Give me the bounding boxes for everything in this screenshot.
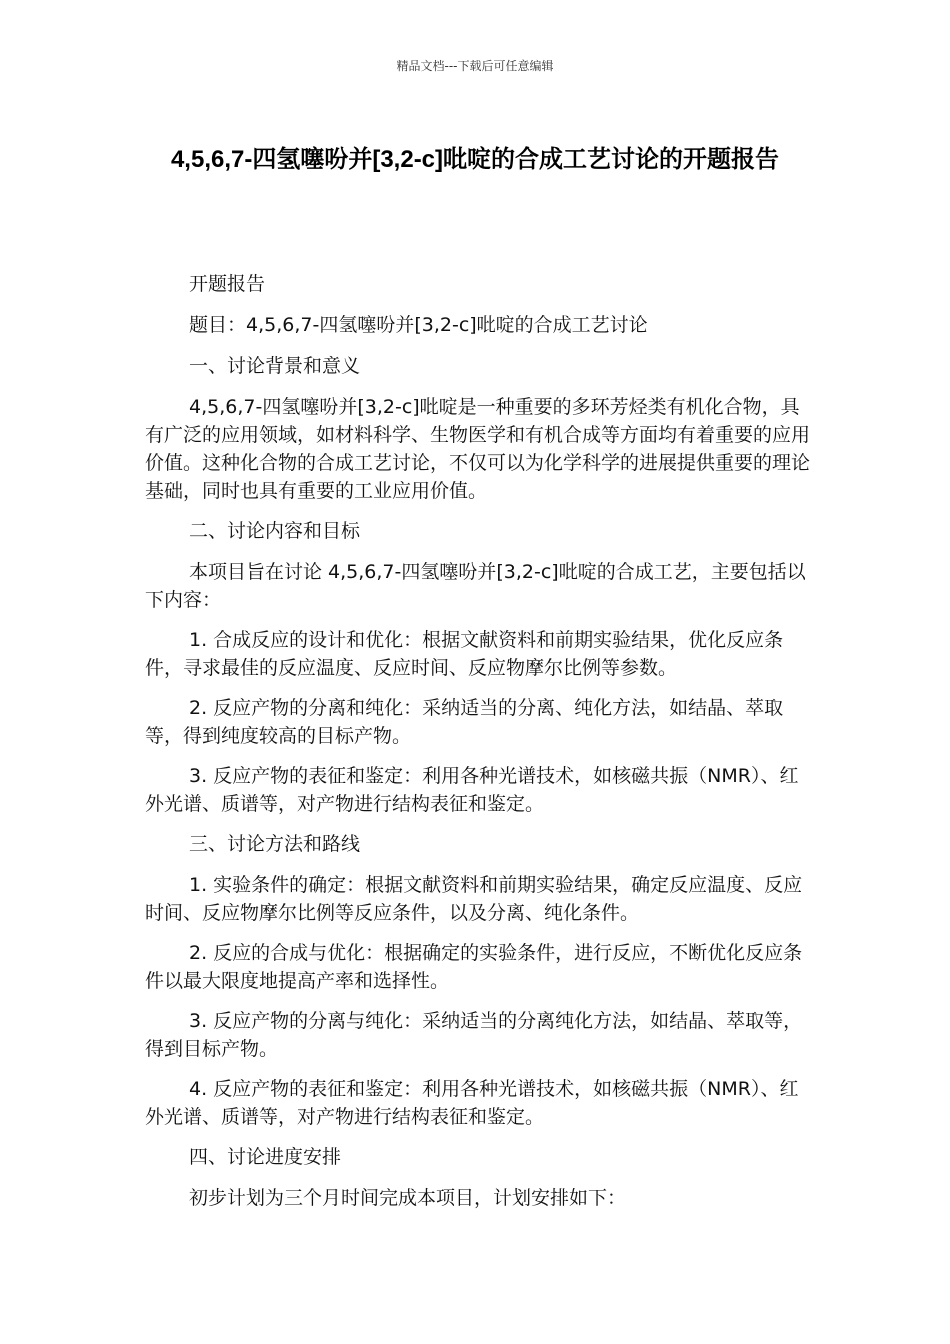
list-item: 1. 合成反应的设计和优化：根据文献资料和前期实验结果，优化反应条件，寻求最佳的反应温度、反应时间、反应物摩尔比例等参数。 bbox=[145, 629, 784, 679]
section-heading: 三、讨论方法和路线 bbox=[189, 833, 361, 855]
section-heading: 二、讨论内容和目标 bbox=[189, 520, 361, 542]
list-item: 2. 反应产物的分离和纯化：采纳适当的分离、纯化方法，如结晶、萃取等，得到纯度较高的目标产物。 bbox=[145, 697, 784, 747]
document-title: 4,5,6,7-四氢噻吩并[3,2-c]吡啶的合成工艺讨论的开题报告 bbox=[170, 146, 780, 173]
topic-line: 题目：4,5,6,7-四氢噻吩并[3,2-c]吡啶的合成工艺讨论 bbox=[189, 314, 648, 336]
list-item: 2. 反应的合成与优化：根据确定的实验条件，进行反应，不断优化反应条件以最大限度地提高产率和选择性。 bbox=[145, 942, 803, 992]
paragraph: 4,5,6,7-四氢噻吩并[3,2-c]吡啶是一种重要的多环芳烃类有机化合物，具有广泛的应用领域，如材料科学、生物医学和有机合成等方面均有着重要的应用价值。这种化合物的合成工艺讨论，不仅可以为化学科学的进展提供重要的理论基础，同时也具有重要的工业应用价值。 bbox=[145, 396, 811, 502]
section-label: 开题报告 bbox=[189, 273, 266, 295]
paragraph: 初步计划为三个月时间完成本项目，计划安排如下： bbox=[189, 1187, 627, 1209]
document-body bbox=[145, 270, 810, 1224]
paragraph: 本项目旨在讨论 4,5,6,7-四氢噻吩并[3,2-c]吡啶的合成工艺，主要包括以下内容： bbox=[145, 561, 806, 611]
page-header: 精品文档---下载后可任意编辑 bbox=[396, 59, 554, 73]
section-heading: 一、讨论背景和意义 bbox=[189, 355, 361, 377]
list-item: 4. 反应产物的表征和鉴定：利用各种光谱技术，如核磁共振（NMR）、红外光谱、质谱等，对产物进行结构表征和鉴定。 bbox=[145, 1078, 799, 1128]
list-item: 3. 反应产物的表征和鉴定：利用各种光谱技术，如核磁共振（NMR）、红外光谱、质谱等，对产物进行结构表征和鉴定。 bbox=[145, 765, 799, 815]
list-item: 3. 反应产物的分离与纯化：采纳适当的分离纯化方法，如结晶、萃取等，得到目标产物。 bbox=[145, 1010, 803, 1060]
list-item: 1. 实验条件的确定：根据文献资料和前期实验结果，确定反应温度、反应时间、反应物摩尔比例等反应条件，以及分离、纯化条件。 bbox=[145, 874, 803, 924]
section-heading: 四、讨论进度安排 bbox=[189, 1146, 342, 1168]
